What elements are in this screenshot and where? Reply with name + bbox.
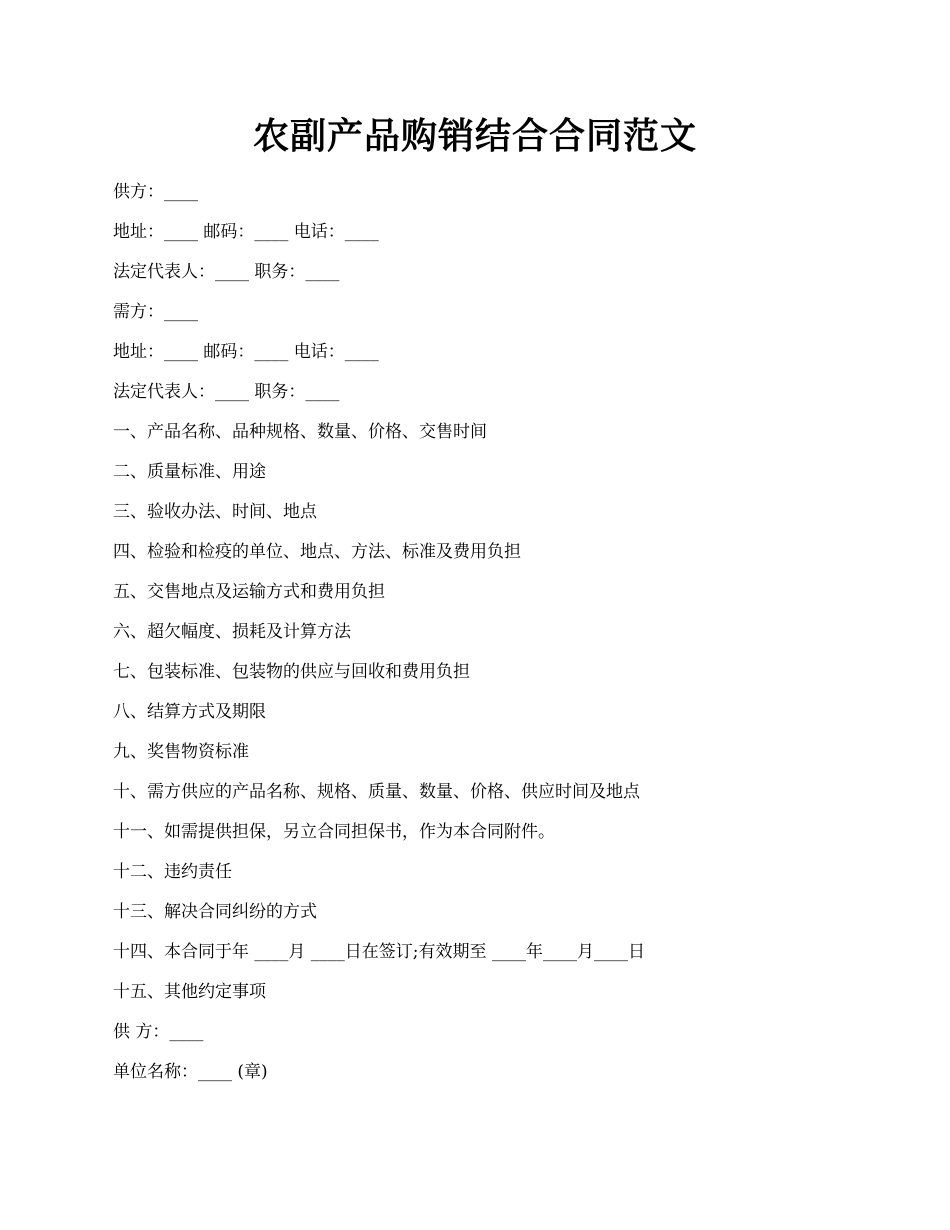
clause-13: 十三、解决合同纠纷的方式 [113, 902, 317, 922]
clause-3: 三、验收办法、时间、地点 [113, 502, 317, 522]
clause-12: 十二、违约责任 [113, 862, 232, 882]
clause-11: 十一、如需提供担保，另立合同担保书，作为本合同附件。 [113, 822, 555, 842]
clause-8: 八、结算方式及期限 [113, 702, 266, 722]
clause-9: 九、奖售物资标准 [113, 742, 249, 762]
clause-15: 十五、其他约定事项 [113, 982, 266, 1002]
document-title: 农副产品购销结合合同范文 [252, 115, 697, 157]
buyer-line: 需方：____ [113, 302, 198, 322]
clause-1: 一、产品名称、品种规格、数量、价格、交售时间 [113, 422, 487, 442]
supplier-representative-line: 法定代表人：____ 职务：____ [113, 262, 340, 282]
supplier-address-line: 地址：____ 邮码：____ 电话：____ [113, 222, 379, 242]
supplier-line: 供方：____ [113, 182, 198, 202]
clause-7: 七、包装标准、包装物的供应与回收和费用负担 [113, 662, 470, 682]
signature-supplier-line: 供 方：____ [113, 1022, 204, 1042]
clause-2: 二、质量标准、用途 [113, 462, 266, 482]
buyer-address-line: 地址：____ 邮码：____ 电话：____ [113, 342, 379, 362]
buyer-representative-line: 法定代表人：____ 职务：____ [113, 382, 340, 402]
document-body [113, 178, 873, 1098]
clause-5: 五、交售地点及运输方式和费用负担 [113, 582, 385, 602]
clause-6: 六、超欠幅度、损耗及计算方法 [113, 622, 351, 642]
clause-14: 十四、本合同于年 ____月 ____日在签订;有效期至 ____年____月____日 [113, 942, 645, 962]
clause-4: 四、检验和检疫的单位、地点、方法、标准及费用负担 [113, 542, 521, 562]
clause-10: 十、需方供应的产品名称、规格、质量、数量、价格、供应时间及地点 [113, 782, 640, 802]
signature-unit-name-line: 单位名称：____ (章) [113, 1062, 268, 1082]
